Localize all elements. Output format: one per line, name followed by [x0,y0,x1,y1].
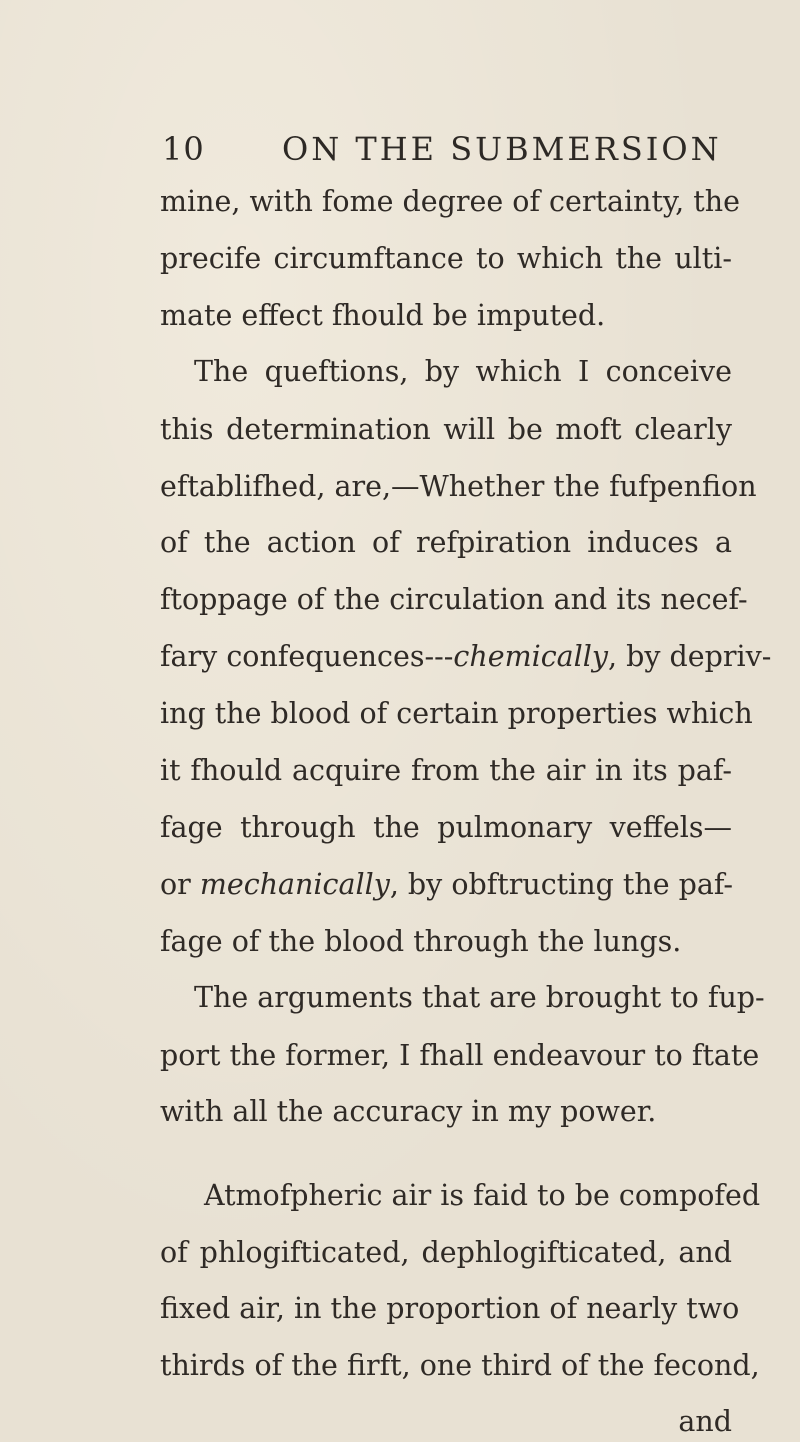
running-header [162,130,722,168]
text-line: with all the accuracy in my power. [160,1095,657,1128]
text-line: of the action of refpiration induces a [160,526,732,559]
text-line: this determination will be moft clearly [160,413,732,446]
text-line: fage through the pulmonary veffels— [160,811,732,844]
text-line: ing the blood of certain properties which [160,697,753,730]
italic-word: mechanically [199,868,390,901]
text-line: or mechanically, by obftructing the paf- [160,868,734,901]
text-line: precife circumftance to which the ulti- [160,242,732,275]
text-line: of phlogifticated, dephlogifticated, and [160,1236,732,1269]
page-number: 10 [162,130,205,168]
text-line: fary confequences---chemically, by depriv- [160,640,772,673]
text-line: The arguments that are brought to fup- [194,981,765,1014]
text-line: mate effect fhould be imputed. [160,299,606,332]
catchword: and [678,1405,732,1438]
text-line: eftablifhed, are,—Whether the fufpenfion [160,470,757,503]
text-line: it fhould acquire from the air in its paf- [160,754,732,787]
text-line: ftoppage of the circulation and its necef- [160,583,748,616]
running-title: ON THE SUBMERSION [282,130,722,168]
text-line: mine, with fome degree of certainty, the [160,185,740,218]
text-line: The queftions, by which I conceive [194,355,732,388]
italic-word: chemically [453,640,608,673]
text-line: fixed air, in the proportion of nearly two [160,1292,740,1325]
text-line: thirds of the firft, one third of the fecond, [160,1349,760,1382]
text-line: Atmofpheric air is faid to be compofed [204,1179,761,1212]
text-line: fage of the blood through the lungs. [160,925,682,958]
text-line: port the former, I fhall endeavour to ftate [160,1039,760,1072]
